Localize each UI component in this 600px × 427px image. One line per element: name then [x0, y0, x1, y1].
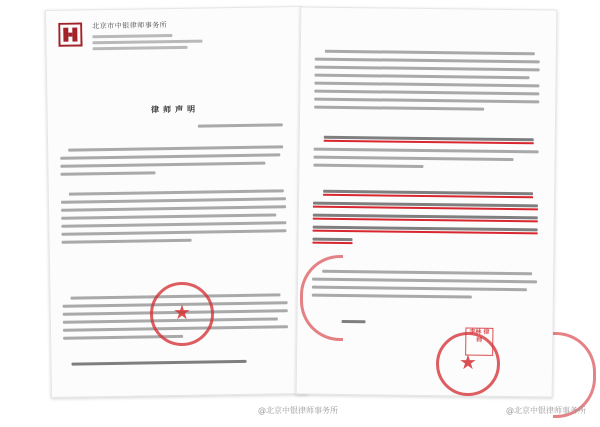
text-line	[312, 278, 537, 284]
seal-star-icon: ★	[173, 300, 191, 324]
law-firm-seal	[150, 282, 214, 346]
seal-star-icon: ★	[459, 350, 477, 374]
text-line	[315, 66, 540, 72]
text-line	[315, 58, 540, 64]
text-line	[68, 145, 283, 151]
text-line	[62, 239, 192, 244]
text-line	[72, 360, 247, 366]
header-web-line	[93, 46, 188, 50]
document-title: 律师声明	[150, 104, 200, 115]
text-line	[312, 286, 527, 292]
attorney-name-stamp-text: 李林 律师	[469, 328, 490, 344]
firm-name: 北京市中银律师事务所	[92, 21, 168, 31]
text-line	[61, 221, 286, 228]
text-line	[61, 229, 286, 236]
text-line	[314, 106, 484, 111]
text-line	[60, 153, 280, 159]
text-line	[61, 171, 156, 175]
text-line	[313, 164, 423, 168]
text-line	[314, 148, 539, 154]
text-line	[325, 50, 535, 56]
text-line	[315, 74, 530, 80]
text-line	[60, 162, 265, 168]
text-line	[314, 156, 514, 161]
red-underline	[312, 242, 352, 244]
law-firm-logo-icon	[58, 22, 82, 46]
law-firm-seal	[436, 332, 500, 396]
header-address-line	[92, 34, 172, 38]
watermark-left: @北京中银律师事务所	[258, 406, 338, 415]
text-line	[69, 189, 284, 195]
text-line	[314, 90, 539, 96]
document-number-line	[198, 123, 283, 127]
text-line	[314, 98, 539, 104]
text-line	[61, 213, 276, 219]
closing-line	[342, 320, 366, 323]
text-line	[61, 197, 286, 204]
text-line	[313, 238, 353, 241]
text-line	[61, 205, 286, 212]
text-line	[314, 82, 539, 88]
watermark-right: @北京中银律师事务所	[506, 406, 586, 415]
text-line	[322, 270, 532, 276]
header-contact-line	[92, 40, 202, 45]
